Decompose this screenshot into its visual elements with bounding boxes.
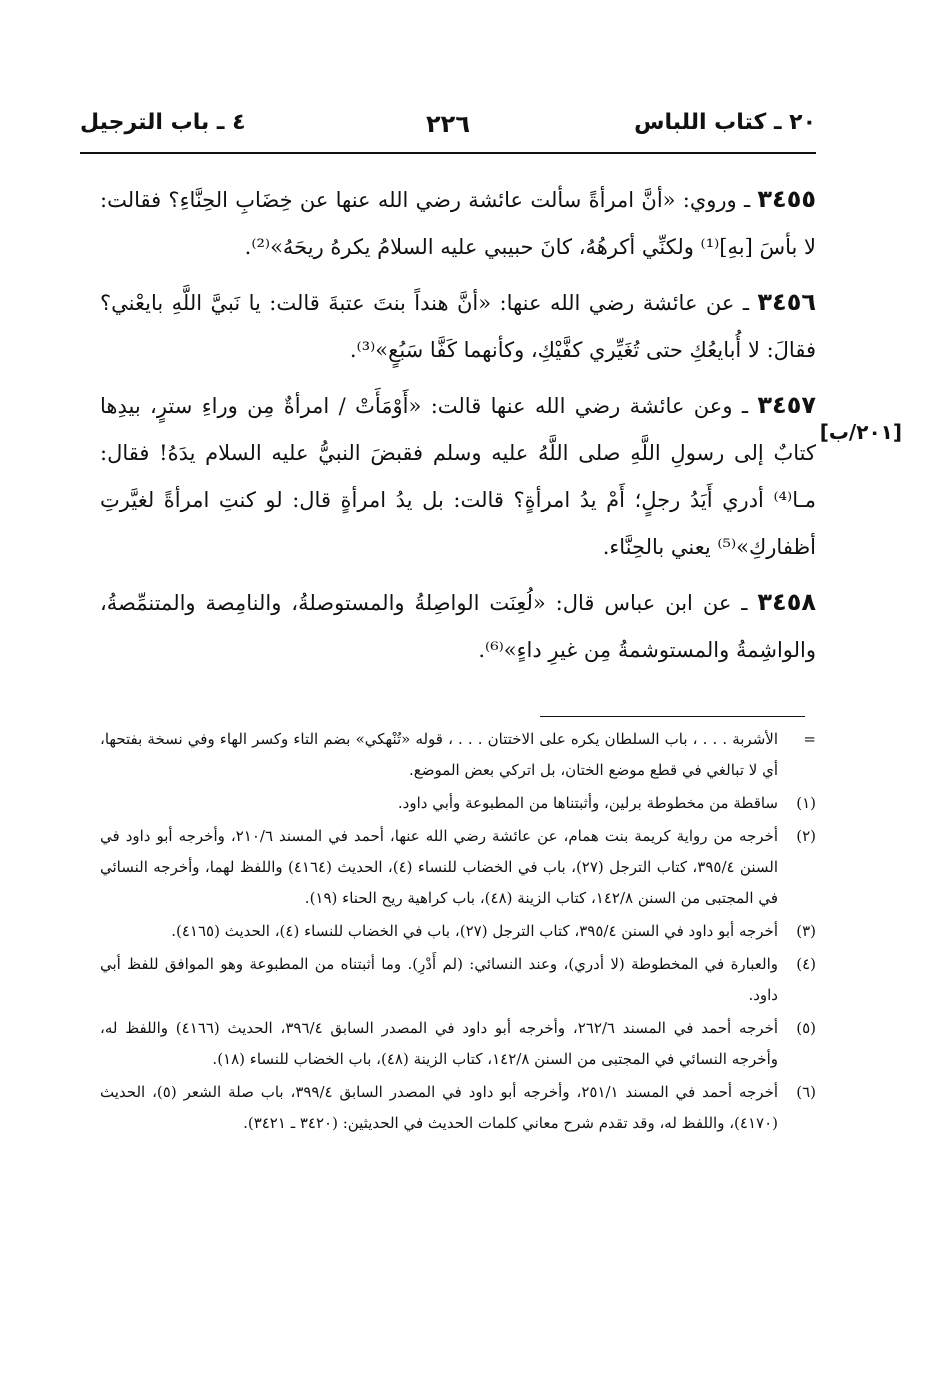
footnote-text: ساقطة من مخطوطة برلين، وأثبتناها من المطبوعة وأبي داود. <box>397 794 778 812</box>
footnote-number: (٤) <box>796 955 816 973</box>
manuscript-folio-marker: [٢٠١/ب] <box>819 420 902 444</box>
footnotes <box>100 724 816 1141</box>
footnote <box>100 788 816 819</box>
hadith-number: ٣٤٥٥ <box>757 185 816 213</box>
footnote-text: أخرجه أحمد في المسند ٢٦٢/٦، وأخرجه أبو داود في المصدر السابق ٣٩٦/٤، الحديث (٤١٦٦) واللفظ له، وأخرجه النسائي في المجتبى من السنن ١٤٢/٨، كتاب الزينة (٤٨)، باب الخضاب للنساء (١٨). <box>100 1019 779 1068</box>
footnote-text: أخرجه من رواية كريمة بنت همام، عن عائشة رضي الله عنها، أحمد في المسند ٢١٠/٦، وأخرجه أبو داود في السنن ٣٩٥/٤، كتاب الترجل (٢٧)، باب في الخضاب للنساء (٤)، الحديث (٤١٦٤) واللفظ لهما، وأخرجه النسائي في المجتبى من السنن ١٤٢/٨، كتاب الزينة (٤٨)، باب كراهية ريح الحناء (١٩). <box>100 827 778 907</box>
hadith-text: ـ عن ابن عباس قال: «لُعِنَت الواصِلةُ والمستوصلةُ، والنامِصة والمتنمِّصةُ، والواشِمةُ والمستوشمةُ مِن غيرِ داءٍ»⁽⁶⁾. <box>100 591 816 662</box>
hadith-number: ٣٤٥٨ <box>757 588 816 616</box>
footnote <box>100 1077 816 1139</box>
footnote-text: أخرجه أحمد في المسند ٢٥١/١، وأخرجه أبو داود في المصدر السابق ٣٩٩/٤، باب صلة الشعر (٥)، الحديث (٤١٧٠)، واللفظ له، وقد تقدم شرح معاني كلمات الحديث في الحديثين: (٣٤٢٠ ـ ٣٤٢١). <box>100 1083 779 1132</box>
hadith-entry <box>100 382 816 571</box>
footnote-number: = <box>803 730 816 748</box>
footnote-text: الأشربة . . . ، باب السلطان يكره على الاختتان . . . ، قوله «تُنْهكي» بضم التاء وكسر الهاء وفي نسخة بفتحها، أي لا تبالغي في قطع موضع الختان، بل اتركي بعض الموضع. <box>100 730 778 779</box>
footnote <box>100 1013 816 1075</box>
footnote-number: (٦) <box>796 1083 816 1101</box>
footnote-number: (١) <box>796 794 816 812</box>
section-title: ٤ ـ باب الترجيل <box>80 110 246 135</box>
footnote <box>100 949 816 1011</box>
hadith-text: ـ وروي: «أنَّ امرأةً سألت عائشة رضي الله عنها عن خِضَابِ الحِنَّاءِ؟ فقالت: لا بأسَ [بهِ]⁽¹⁾ ولكنِّي أكرهُهُ، كانَ حبيبي عليه السلامُ يكرهُ ريحَهُ»⁽²⁾. <box>100 188 816 259</box>
footnote-number: (٥) <box>796 1019 816 1037</box>
footnote-divider <box>540 716 805 717</box>
chapter-title: ٢٠ ـ كتاب اللباس <box>634 110 816 135</box>
footnote-number: (٣) <box>796 922 816 940</box>
page-number: ٢٢٦ <box>426 110 470 138</box>
footnote <box>100 724 816 786</box>
hadith-text: ـ وعن عائشة رضي الله عنها قالت: «أَوْمَأَتْ / امرأةٌ مِن وراءِ سترٍ، بيدِها كتابٌ إلى رسولِ اللَّهِ صلى اللَّهُ عليه وسلم فقبضَ النبيُّ عليه السلام يدَهُ! فقال: مـا⁽⁴⁾ أدري أَيَدُ رجلٍ؛ أَمْ يدُ امرأةٍ؟ قالت: بل يدُ امرأةٍ قال: لو كنتِ امرأةً لغيَّرتِ أظفاركِ»⁽⁵⁾ يعني بالحِنَّاء. <box>100 394 816 559</box>
hadith-entry <box>100 579 816 674</box>
hadith-text: ـ عن عائشة رضي الله عنها: «أنَّ هنداً بنتَ عتبةَ قالت: يا نَبيَّ اللَّهِ بايعْني؟ فقالَ: لا أُبايعُكِ حتى تُغَيِّري كفَّيْكِ، وكأنهما كَفَّا سَبُعٍ»⁽³⁾. <box>100 291 816 362</box>
footnote-text: أخرجه أبو داود في السنن ٣٩٥/٤، كتاب الترجل (٢٧)، باب في الخضاب للنساء (٤)، الحديث (٤١٦٥). <box>171 922 778 940</box>
header-divider <box>80 152 816 154</box>
running-header <box>80 110 816 150</box>
hadith-number: ٣٤٥٧ <box>757 391 816 419</box>
footnote-text: والعبارة في المخطوطة (لا أدري)، وعند النسائي: (لم أَدْرِ). وما أثبتناه من المطبوعة وهو الموافق للفظ أبي داود. <box>100 955 778 1004</box>
hadith-number: ٣٤٥٦ <box>757 288 816 316</box>
footnote <box>100 916 816 947</box>
hadith-entry <box>100 176 816 271</box>
main-text <box>100 176 816 682</box>
hadith-entry <box>100 279 816 374</box>
footnote <box>100 821 816 914</box>
footnote-number: (٢) <box>796 827 816 845</box>
